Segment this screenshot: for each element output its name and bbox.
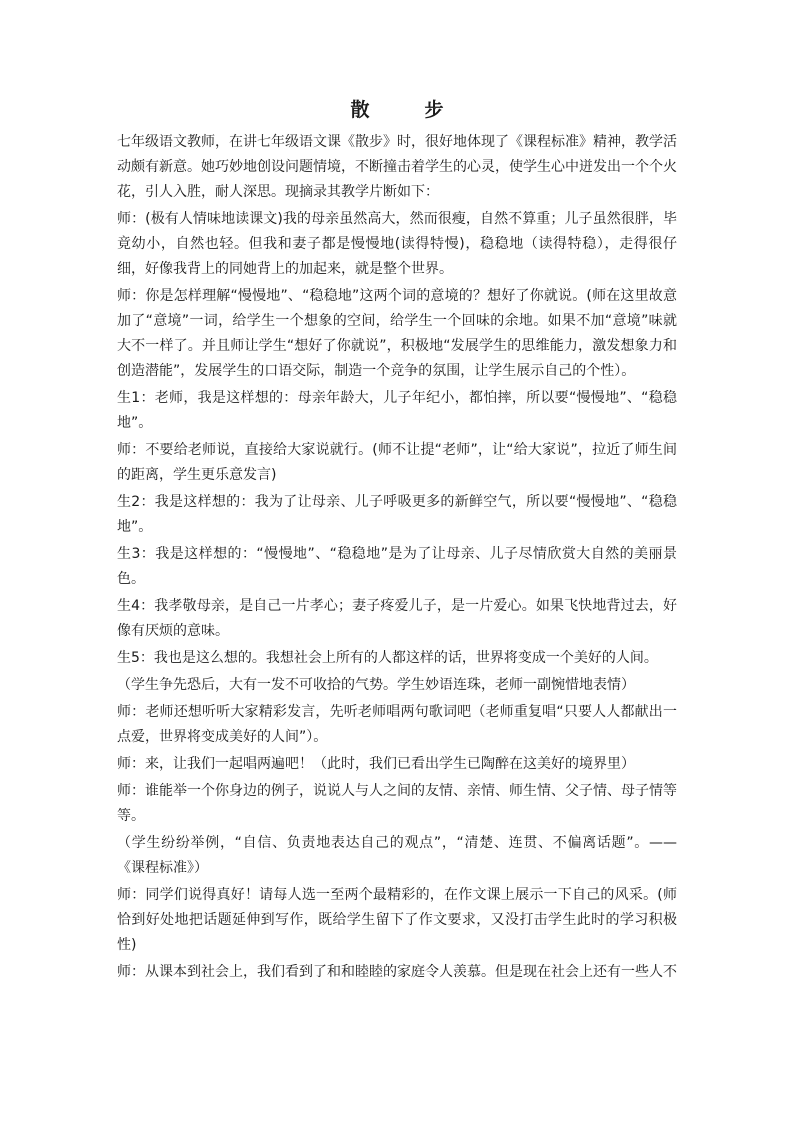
classroom-note: （学生争先恐后，大有一发不可收拾的气势。学生妙语连珠，老师一副惋惜地表情） xyxy=(117,677,635,693)
document-page xyxy=(117,96,677,987)
teacher-reading-paragraph: 师：(极有人情味地读课文)我的母亲虽然高大，然而很瘦，自然不算重；儿子虽然很胖，毕竟幼小，自然也轻。但我和妻子都是慢慢地(读得特慢)，稳稳地（读得特稳），走得很仔细，好像我背上的同她背上的加起来，就是整个世界。 xyxy=(117,211,677,277)
student-2-answer: 生2：我是这样想的：我为了让母亲、儿子呼吸更多的新鲜空气，所以要“慢慢地”、“稳稳地”。 xyxy=(117,494,677,535)
intro-paragraph: 七年级语文教师，在讲七年级语文课《散步》时，很好地体现了《课程标准》精神，教学活动颇有新意。她巧妙地创设问题情境，不断撞击着学生的心灵，使学生心中迸发出一个个火花，引人入胜，耐人深思。现摘录其教学片断如下： xyxy=(117,134,677,200)
student-3-answer: 生3：我是这样想的：“慢慢地”、“稳稳地”是为了让母亲、儿子尽情欣赏大自然的美丽景色。 xyxy=(117,546,677,587)
student-4-answer: 生4：我孝敬母亲，是自己一片孝心；妻子疼爱儿子，是一片爱心。如果飞快地背过去，好像有厌烦的意味。 xyxy=(117,598,677,639)
students-examples-note: （学生纷纷举例，“自信、负责地表达自己的观点”，“清楚、连贯、不偏离话题”。——《课程标准》） xyxy=(117,835,677,876)
teacher-remark-paragraph: 师：不要给老师说，直接给大家说就行。(师不让提“老师”，让“给大家说”，拉近了师生间的距离，学生更乐意发言) xyxy=(117,442,677,483)
student-5-answer: 生5：我也是这么想的。我想社会上所有的人都这样的话，世界将变成一个美好的人间。 xyxy=(117,650,658,666)
teacher-song-paragraph: 师：老师还想听听大家精彩发言，先听老师唱两句歌词吧（老师重复唱“只要人人都献出一点爱，世界将变成美好的人间”）。 xyxy=(117,704,677,745)
teacher-example-question: 师：谁能举一个你身边的例子，说说人与人之间的友情、亲情、师生情、父子情、母子情等等。 xyxy=(117,783,677,824)
student-1-answer: 生1：老师，我是这样想的：母亲年龄大，儿子年纪小，都怕摔，所以要“慢慢地”、“稳稳地”。 xyxy=(117,390,677,431)
teacher-writing-task: 师：同学们说得真好！请每人选一至两个最精彩的，在作文课上展示一下自己的风采。(师恰到好处地把话题延伸到写作，既给学生留下了作文要求，又没打击学生此时的学习积极性) xyxy=(117,887,677,953)
teacher-sing-together-paragraph: 师：来，让我们一起唱两遍吧！（此时，我们已看出学生已陶醉在这美好的境界里） xyxy=(117,756,635,772)
teacher-question-paragraph: 师：你是怎样理解“慢慢地”、“稳稳地”这两个词的意境的？想好了你就说。(师在这里故意加了“意境”一词，给学生一个想象的空间，给学生一个回味的余地。如果不加“意境”味就大不一样了。并且师让学生“想好了你就说”，积极地“发展学生的思维能力，激发想象力和创造潜能”，发展学生的口语交际，制造一个竞争的氛围，让学生展示自己的个性）。 xyxy=(117,288,677,379)
teacher-society-paragraph: 师：从课本到社会上，我们看到了和和睦睦的家庭令人羡慕。但是现在社会上还有一些人不 xyxy=(117,964,677,980)
page-title: 散 步 xyxy=(350,99,462,121)
